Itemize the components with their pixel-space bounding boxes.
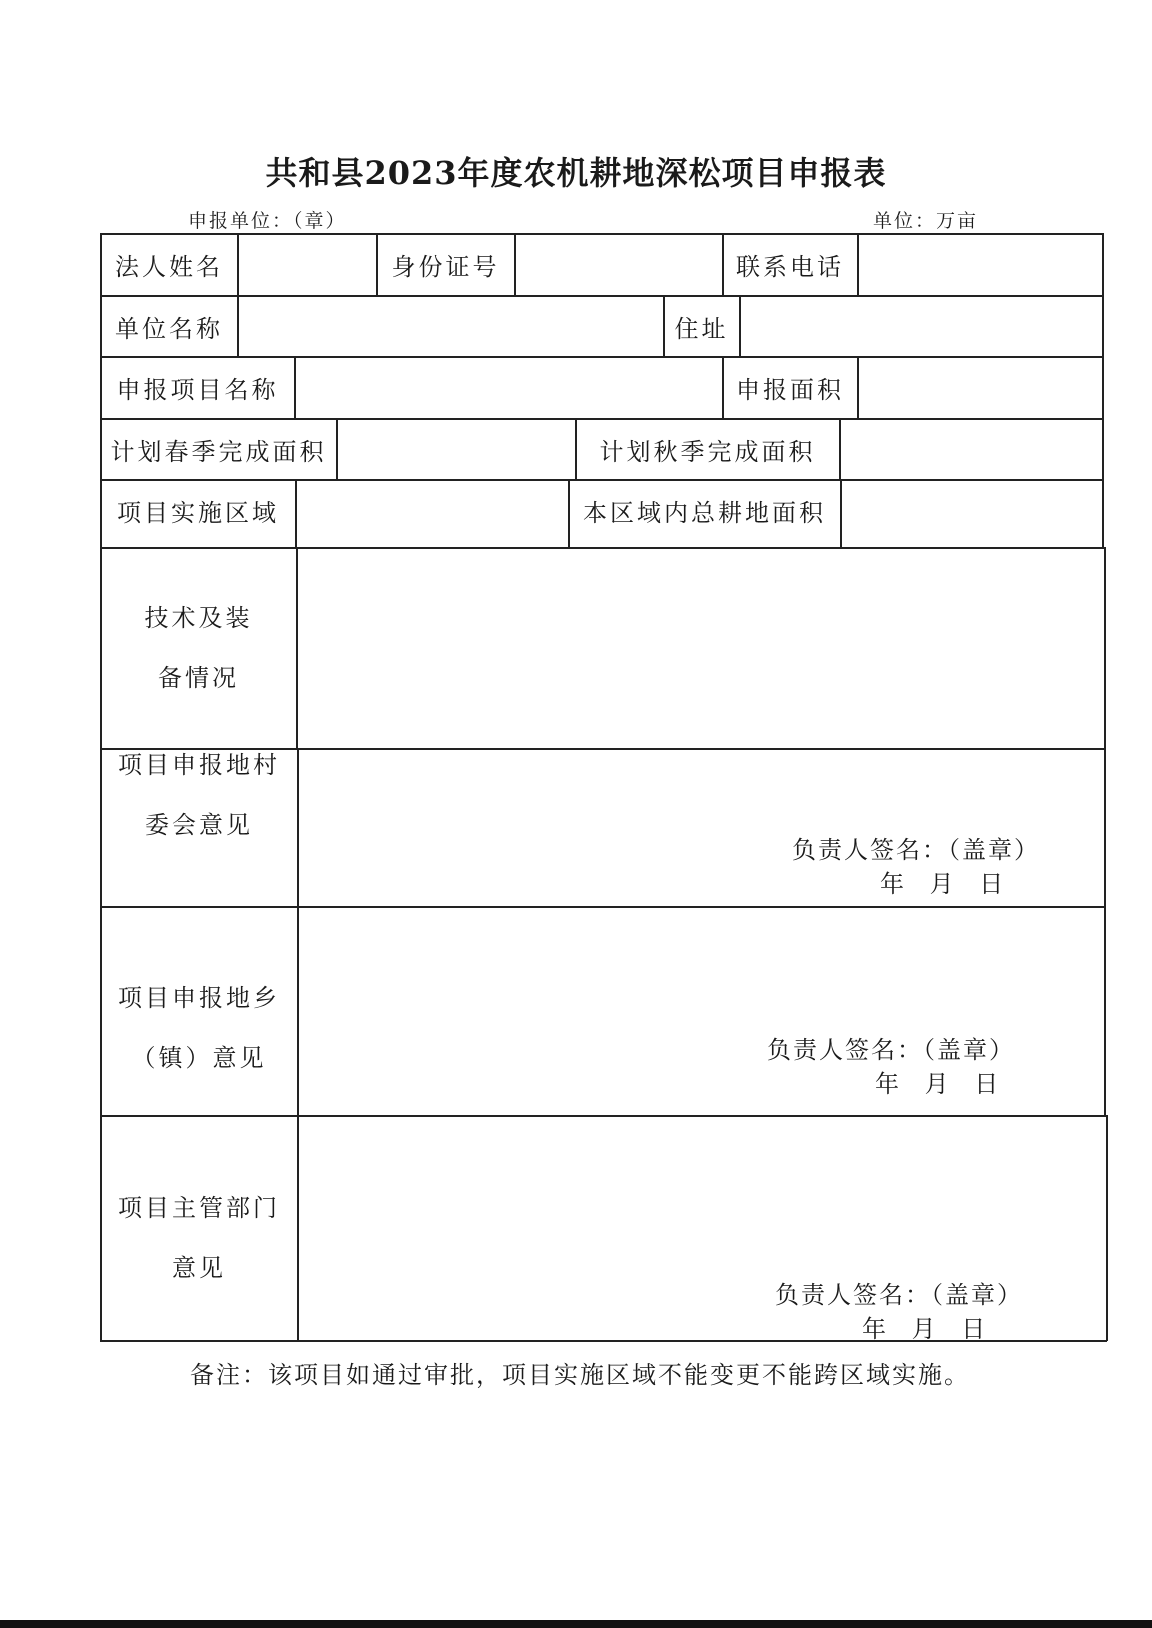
autumn-area-label: 计划秋季完成面积 xyxy=(599,437,816,466)
spring-area-field[interactable] xyxy=(338,419,575,479)
unit-label: 单位：万亩 xyxy=(873,210,979,232)
dept-opinion-label-line2: 意见 xyxy=(172,1254,226,1282)
id-number-label: 身份证号 xyxy=(391,253,500,281)
autumn-area-field[interactable] xyxy=(841,419,1102,479)
phone-label: 联系电话 xyxy=(736,253,844,281)
id-number-field[interactable] xyxy=(516,234,722,295)
applied-area-field[interactable] xyxy=(859,357,1102,418)
dept-signature-label: 负责人签名：（盖章） xyxy=(775,1281,1023,1309)
township-signature-date: 年 月 日 xyxy=(875,1070,999,1098)
township-opinion-label-line2: （镇）意见 xyxy=(131,1044,267,1072)
scan-edge xyxy=(0,1620,1152,1628)
tech-equipment-label-line2: 备情况 xyxy=(158,664,239,692)
project-name-label: 申报项目名称 xyxy=(116,376,279,404)
footer-note: 备注：该项目如通过审批，项目实施区域不能变更不能跨区域实施。 xyxy=(190,1361,970,1389)
unit-name-field[interactable] xyxy=(239,296,663,356)
village-opinion-label xyxy=(101,749,297,841)
dept-opinion-label xyxy=(101,1178,297,1298)
form-title: 共和县2023年度农机耕地深松项目申报表 xyxy=(265,154,887,192)
tech-equipment-field[interactable] xyxy=(298,548,1104,748)
address-label: 住址 xyxy=(674,314,729,343)
address-field[interactable] xyxy=(741,296,1102,356)
village-opinion-label-line2: 委会意见 xyxy=(145,811,253,839)
total-cultivated-area-field[interactable] xyxy=(842,480,1104,547)
dept-signature-date: 年 月 日 xyxy=(862,1315,986,1343)
unit-name-label: 单位名称 xyxy=(115,314,223,343)
tech-equipment-label-line1: 技术及装 xyxy=(144,604,253,632)
legal-person-name-field[interactable] xyxy=(239,234,376,295)
legal-person-name-label: 法人姓名 xyxy=(115,253,223,281)
applied-area-label: 申报面积 xyxy=(736,376,844,404)
implementation-area-field[interactable] xyxy=(297,480,568,547)
township-opinion-label xyxy=(101,968,297,1088)
tech-equipment-label xyxy=(101,548,296,748)
table-border-right xyxy=(1104,547,1106,1115)
village-opinion-label-line1: 项目申报地村 xyxy=(118,751,280,779)
phone-field[interactable] xyxy=(859,234,1102,295)
total-cultivated-area-label: 本区域内总耕地面积 xyxy=(583,498,826,527)
spring-area-label: 计划春季完成面积 xyxy=(110,437,327,466)
village-signature-label: 负责人签名：（盖章） xyxy=(792,836,1040,864)
dept-opinion-label-line1: 项目主管部门 xyxy=(118,1194,280,1222)
table-border-right xyxy=(1106,1115,1108,1341)
township-signature-label: 负责人签名：（盖章） xyxy=(767,1036,1015,1064)
township-opinion-label-line1: 项目申报地乡 xyxy=(118,984,280,1012)
project-name-field[interactable] xyxy=(296,357,722,418)
village-signature-date: 年 月 日 xyxy=(880,870,1004,898)
implementation-area-label: 项目实施区域 xyxy=(117,498,279,527)
applicant-unit-label: 申报单位：（章） xyxy=(188,210,347,232)
